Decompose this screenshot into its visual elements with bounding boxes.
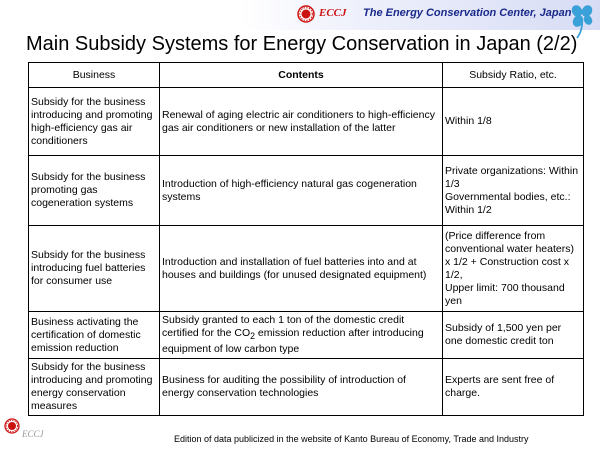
contents-cell: Business for auditing the possibility of introduction of energy conservation technologies — [160, 359, 443, 416]
ratio-cell — [443, 226, 584, 312]
contents-cell: Introduction and installation of fuel batteries into and at houses and buildings (for unused designated equipment) — [160, 226, 443, 312]
co2-subscript: 2 — [250, 331, 255, 342]
table-row — [29, 88, 584, 156]
column-header-subsidy-ratio: Subsidy Ratio, etc. — [443, 63, 584, 88]
ratio-cell: Experts are sent free of charge. — [443, 359, 584, 416]
column-header-business: Business — [29, 63, 160, 88]
ratio-line: Private organizations: Within 1/3 — [445, 164, 579, 190]
ratio-cell — [443, 156, 584, 226]
ratio-cell: Subsidy of 1,500 yen per one domestic credit ton — [443, 312, 584, 359]
ratio-cell: Within 1/8 — [443, 88, 584, 156]
contents-cell: Introduction of high-efficiency natural gas cogeneration systems — [160, 156, 443, 226]
table-row — [29, 359, 584, 416]
page-title: Main Subsidy Systems for Energy Conservation in Japan (2/2) — [26, 33, 578, 55]
subsidy-table — [28, 62, 584, 416]
ratio-line: Governmental bodies, etc.: Within 1/2 — [445, 190, 571, 216]
contents-cell — [160, 312, 443, 359]
org-abbreviation: ECCJ — [319, 7, 347, 19]
column-header-contents: Contents — [160, 63, 443, 88]
contents-cell: Renewal of aging electric air conditioners to high-efficiency gas air conditioners or new installation of the latter — [160, 88, 443, 156]
table-row — [29, 156, 584, 226]
footer-org-abbreviation: ECCJ — [22, 429, 44, 439]
ratio-line: (Price difference from conventional water heaters) x 1/2 + Construction cost x 1/2, — [445, 229, 574, 281]
business-cell: Business activating the certification of domestic emission reduction — [29, 312, 160, 359]
eccj-logo-icon — [297, 5, 315, 23]
eccj-footer-logo-icon — [4, 418, 20, 434]
ratio-line: Upper limit: 700 thousand yen — [445, 281, 565, 307]
table-header-row — [29, 63, 584, 88]
contents-text-post: emission reduction after introducing equipment of low carbon type — [162, 326, 424, 356]
business-cell: Subsidy for the business introducing fuel batteries for consumer use — [29, 226, 160, 312]
business-cell: Subsidy for the business introducing and promoting energy conservation measures — [29, 359, 160, 416]
table-row — [29, 312, 584, 359]
org-name: The Energy Conservation Center, Japan — [363, 7, 572, 19]
header-bar — [0, 0, 600, 30]
source-note: Edition of data publicized in the website of Kanto Bureau of Economy, Trade and Industry — [174, 434, 529, 444]
business-cell: Subsidy for the business introducing and promoting high-efficiency gas air conditioners — [29, 88, 160, 156]
contents-text-pre: Subsidy granted to each 1 ton of the domestic credit certified for the CO — [162, 313, 405, 339]
table-row — [29, 226, 584, 312]
business-cell: Subsidy for the business promoting gas cogeneration systems — [29, 156, 160, 226]
